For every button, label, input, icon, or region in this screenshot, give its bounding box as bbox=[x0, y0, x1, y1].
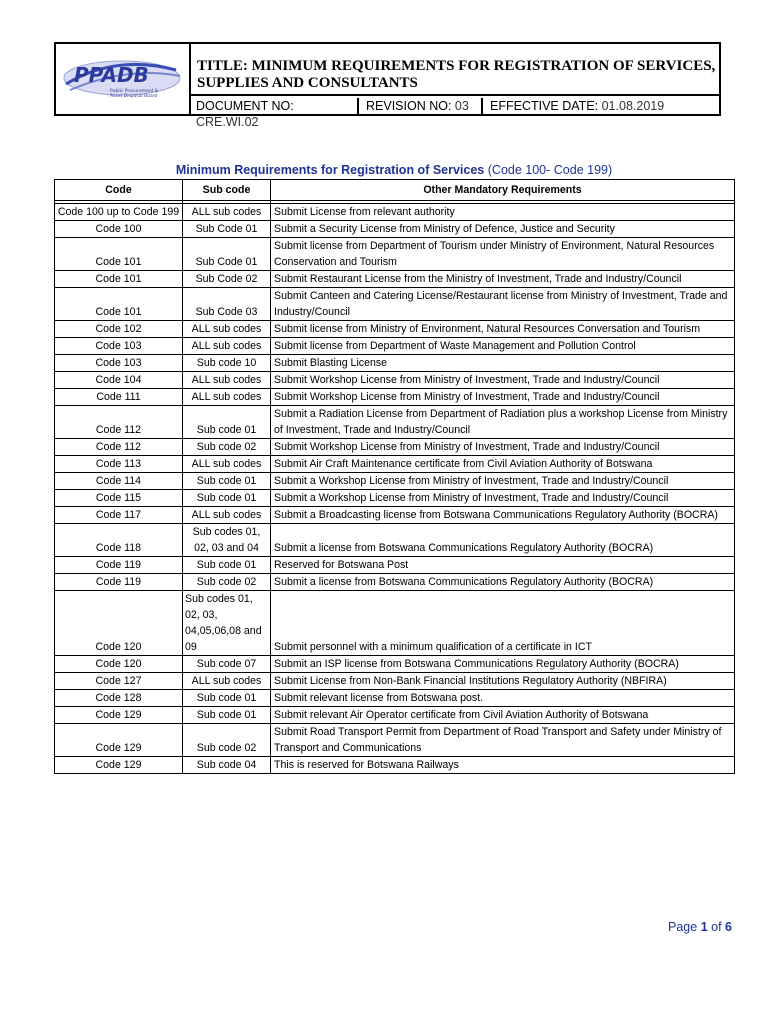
sub-code-cell: Sub code 01 bbox=[183, 473, 271, 490]
table-row bbox=[55, 557, 735, 574]
requirement-cell: Submit Workshop License from Ministry of Investment, Trade and Industry/Council bbox=[271, 439, 735, 456]
table-row bbox=[55, 724, 735, 757]
code-cell: Code 128 bbox=[55, 690, 183, 707]
table-title-range: (Code 100- Code 199) bbox=[487, 163, 613, 177]
code-cell: Code 129 bbox=[55, 757, 183, 774]
svg-text:Public Procurement &: Public Procurement & bbox=[110, 89, 159, 94]
sub-code-cell: Sub code 10 bbox=[183, 355, 271, 372]
sub-code-cell: Sub codes 01, 02, 03 and 04 bbox=[183, 524, 271, 557]
sub-code-cell: Sub code 01 bbox=[183, 557, 271, 574]
table-row bbox=[55, 439, 735, 456]
table-row bbox=[55, 204, 735, 221]
requirement-cell: Submit a Security License from Ministry of Defence, Justice and Security bbox=[271, 221, 735, 238]
table-header-row bbox=[55, 180, 735, 201]
table-row bbox=[55, 574, 735, 591]
table-row bbox=[55, 707, 735, 724]
sub-code-cell: Sub code 04 bbox=[183, 757, 271, 774]
requirement-cell: Submit a license from Botswana Communications Regulatory Authority (BOCRA) bbox=[271, 524, 735, 557]
sub-code-cell: Sub code 02 bbox=[183, 439, 271, 456]
code-cell: Code 120 bbox=[55, 656, 183, 673]
code-cell: Code 114 bbox=[55, 473, 183, 490]
page-label: Page bbox=[668, 920, 698, 934]
page-total: 6 bbox=[725, 920, 732, 934]
table-row bbox=[55, 673, 735, 690]
requirement-cell: Submit a Broadcasting license from Botswana Communications Regulatory Authority (BOCRA) bbox=[271, 507, 735, 524]
ppadb-logo bbox=[56, 44, 187, 114]
sub-code-cell: Sub code 01 bbox=[183, 490, 271, 507]
code-cell: Code 111 bbox=[55, 389, 183, 406]
svg-text:Asset Disposal Board: Asset Disposal Board bbox=[110, 94, 158, 99]
sub-code-cell: Sub Code 01 bbox=[183, 221, 271, 238]
code-cell: Code 100 bbox=[55, 221, 183, 238]
requirement-cell: Submit Workshop License from Ministry of Investment, Trade and Industry/Council bbox=[271, 372, 735, 389]
document-meta bbox=[191, 98, 719, 129]
sub-code-cell: ALL sub codes bbox=[183, 673, 271, 690]
doc-no-value: CRE.WI.02 bbox=[196, 115, 259, 129]
title-line-1: TITLE: MINIMUM REQUIREMENTS FOR REGISTRATION OF SERVICES, bbox=[197, 58, 716, 74]
table-row bbox=[55, 757, 735, 774]
title-line-2: SUPPLIES AND CONSULTANTS bbox=[197, 75, 418, 91]
table-row bbox=[55, 221, 735, 238]
requirement-cell: Reserved for Botswana Post bbox=[271, 557, 735, 574]
code-cell: Code 119 bbox=[55, 574, 183, 591]
table-row bbox=[55, 271, 735, 288]
sub-code-cell: Sub Code 02 bbox=[183, 271, 271, 288]
table-row bbox=[55, 288, 735, 321]
sub-code-cell: Sub Code 03 bbox=[183, 288, 271, 321]
sub-code-cell: Sub code 02 bbox=[183, 574, 271, 591]
effective-label: EFFECTIVE DATE: bbox=[490, 99, 599, 113]
requirement-cell: Submit a Workshop License from Ministry of Investment, Trade and Industry/Council bbox=[271, 490, 735, 507]
code-cell: Code 118 bbox=[55, 524, 183, 557]
code-cell: Code 103 bbox=[55, 338, 183, 355]
column-header-code: Code bbox=[55, 180, 183, 201]
requirement-cell: Submit relevant license from Botswana post. bbox=[271, 690, 735, 707]
sub-code-cell: ALL sub codes bbox=[183, 372, 271, 389]
page-number bbox=[668, 920, 732, 934]
requirement-cell: Submit an ISP license from Botswana Communications Regulatory Authority (BOCRA) bbox=[271, 656, 735, 673]
revision-number bbox=[361, 98, 483, 114]
requirement-cell: Submit License from relevant authority bbox=[271, 204, 735, 221]
requirement-cell: Submit Blasting License bbox=[271, 355, 735, 372]
requirement-cell: Submit a Workshop License from Ministry of Investment, Trade and Industry/Council bbox=[271, 473, 735, 490]
requirement-cell: Submit Workshop License from Ministry of Investment, Trade and Industry/Council bbox=[271, 389, 735, 406]
code-cell: Code 129 bbox=[55, 724, 183, 757]
logo-cell bbox=[56, 44, 191, 114]
requirement-cell: Submit license from Ministry of Environment, Natural Resources Conversation and Tourism bbox=[271, 321, 735, 338]
sub-code-cell: ALL sub codes bbox=[183, 507, 271, 524]
sub-code-cell: Sub code 07 bbox=[183, 656, 271, 673]
effective-value: 01.08.2019 bbox=[601, 99, 665, 113]
sub-code-cell: Sub code 02 bbox=[183, 724, 271, 757]
sub-code-cell: ALL sub codes bbox=[183, 338, 271, 355]
code-cell: Code 103 bbox=[55, 355, 183, 372]
sub-code-cell: Sub Code 01 bbox=[183, 238, 271, 271]
sub-code-cell: Sub codes 01, 02, 03, 04,05,06,08 and 09 bbox=[183, 591, 271, 656]
table-row bbox=[55, 656, 735, 673]
table-row bbox=[55, 321, 735, 338]
code-cell: Code 129 bbox=[55, 707, 183, 724]
table-row bbox=[55, 372, 735, 389]
sub-code-cell: ALL sub codes bbox=[183, 204, 271, 221]
doc-no-label: DOCUMENT NO: bbox=[196, 99, 294, 113]
document-number bbox=[191, 98, 359, 129]
sub-code-cell: Sub code 01 bbox=[183, 690, 271, 707]
effective-date bbox=[485, 98, 719, 114]
table-row bbox=[55, 591, 735, 656]
code-cell: Code 101 bbox=[55, 288, 183, 321]
requirements-table bbox=[54, 179, 735, 774]
sub-code-cell: ALL sub codes bbox=[183, 456, 271, 473]
code-cell: Code 127 bbox=[55, 673, 183, 690]
requirement-cell: Submit Air Craft Maintenance certificate from Civil Aviation Authority of Botswana bbox=[271, 456, 735, 473]
table-row bbox=[55, 690, 735, 707]
sub-code-cell: Sub code 01 bbox=[183, 406, 271, 439]
table-title bbox=[54, 163, 734, 177]
code-cell: Code 102 bbox=[55, 321, 183, 338]
code-cell: Code 104 bbox=[55, 372, 183, 389]
revision-label: REVISION NO: bbox=[366, 99, 452, 113]
requirement-cell: Submit Road Transport Permit from Department of Road Transport and Safety under Ministry of Transport and Communications bbox=[271, 724, 735, 757]
sub-code-cell: ALL sub codes bbox=[183, 321, 271, 338]
column-header-requirements: Other Mandatory Requirements bbox=[271, 180, 735, 201]
code-cell: Code 100 up to Code 199 bbox=[55, 204, 183, 221]
code-cell: Code 112 bbox=[55, 439, 183, 456]
requirement-cell: Submit relevant Air Operator certificate from Civil Aviation Authority of Botswana bbox=[271, 707, 735, 724]
requirement-cell: This is reserved for Botswana Railways bbox=[271, 757, 735, 774]
page-current: 1 bbox=[700, 920, 708, 934]
code-cell: Code 119 bbox=[55, 557, 183, 574]
table-row bbox=[55, 524, 735, 557]
column-header-sub-code: Sub code bbox=[183, 180, 271, 201]
svg-text:PPADB: PPADB bbox=[74, 63, 149, 87]
code-cell: Code 112 bbox=[55, 406, 183, 439]
requirement-cell: Submit personnel with a minimum qualification of a certificate in ICT bbox=[271, 591, 735, 656]
table-row bbox=[55, 355, 735, 372]
code-cell: Code 101 bbox=[55, 271, 183, 288]
page-of: of bbox=[711, 920, 722, 934]
table-title-text: Minimum Requirements for Registration of Services bbox=[175, 163, 485, 177]
table-row bbox=[55, 473, 735, 490]
requirement-cell: Submit a license from Botswana Communications Regulatory Authority (BOCRA) bbox=[271, 574, 735, 591]
sub-code-cell: ALL sub codes bbox=[183, 389, 271, 406]
requirement-cell: Submit License from Non-Bank Financial Institutions Regulatory Authority (NBFIRA) bbox=[271, 673, 735, 690]
requirement-cell: Submit license from Department of Waste Management and Pollution Control bbox=[271, 338, 735, 355]
document-title bbox=[191, 44, 719, 96]
table-row bbox=[55, 507, 735, 524]
sub-code-cell: Sub code 01 bbox=[183, 707, 271, 724]
table-row bbox=[55, 456, 735, 473]
code-cell: Code 117 bbox=[55, 507, 183, 524]
code-cell: Code 113 bbox=[55, 456, 183, 473]
requirement-cell: Submit a Radiation License from Department of Radiation plus a workshop License from Ministry of Investment, Trade and Industry/Council bbox=[271, 406, 735, 439]
table-row bbox=[55, 406, 735, 439]
table-row bbox=[55, 389, 735, 406]
document-header bbox=[54, 42, 721, 129]
requirement-cell: Submit Canteen and Catering License/Restaurant license from Ministry of Investment, Trade and Industry/Council bbox=[271, 288, 735, 321]
code-cell: Code 115 bbox=[55, 490, 183, 507]
revision-value: 03 bbox=[454, 99, 469, 113]
requirement-cell: Submit Restaurant License from the Ministry of Investment, Trade and Industry/Council bbox=[271, 271, 735, 288]
code-cell: Code 120 bbox=[55, 591, 183, 656]
code-cell: Code 101 bbox=[55, 238, 183, 271]
table-row bbox=[55, 490, 735, 507]
table-row bbox=[55, 338, 735, 355]
requirement-cell: Submit license from Department of Tourism under Ministry of Environment, Natural Resources Conservation and Tourism bbox=[271, 238, 735, 271]
table-row bbox=[55, 238, 735, 271]
